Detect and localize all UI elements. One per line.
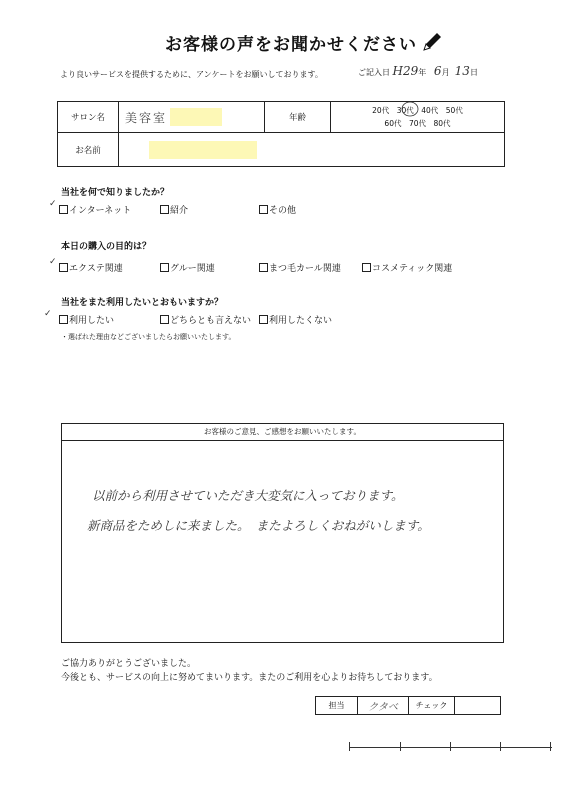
date-label: ご記入日 [358,68,390,77]
age-row-2: 60代 70代 80代 [384,119,451,128]
thanks-message [61,657,438,685]
check-mark-icon: ✓ [49,257,57,267]
q2-option-label: エクステ関連 [69,264,123,274]
checkbox[interactable] [59,315,68,324]
checkbox[interactable] [59,205,68,214]
checkbox[interactable] [59,263,68,272]
q1-question: 当社を何で知りましたか？ [61,188,170,198]
comment-line-2: 新商品をためしに来ました。 またよろしくおねがいします。 [87,518,430,533]
comment-header: お客様のご意見、ご感想をお願いいたします。 [62,424,503,441]
thanks-line-2: 今後とも、サービスの向上に努めてまいります。またのご利用を心よりお待ちしております。 [61,673,438,683]
tick-mark [400,742,401,751]
pen-icon [421,31,443,53]
q3-option-neutral[interactable] [160,313,251,326]
q2-option-label: まつ毛カール関連 [269,264,341,274]
checkbox[interactable] [259,315,268,324]
q1-option-other[interactable] [259,203,296,216]
circle-mark-icon [401,101,419,117]
checkbox[interactable] [259,205,268,214]
date-day-unit: 日 [469,68,478,77]
q3-option-label: 利用したくない [269,316,333,326]
q3-option-label: 利用したい [69,316,115,326]
q2-option-glue[interactable] [160,261,215,274]
q3-question: 当社をまた利用したいとおもいますか？ [61,298,224,308]
q2-option-eyelash-curl[interactable] [259,261,341,274]
tick-mark [450,742,451,751]
q3-option-yes[interactable] [59,313,114,326]
comment-line-1: 以前から利用させていただき大変気に入っております。 [92,488,404,503]
date-year-value: H29 [392,64,419,78]
salon-field[interactable] [119,102,265,133]
q2-option-cosmetic[interactable] [362,261,452,274]
tantou-field[interactable] [358,697,409,715]
check-mark-icon: ✓ [49,199,57,209]
check-label: チェック [409,697,455,715]
date-month-value: 6 [433,64,442,78]
staff-table [315,696,501,715]
checkbox[interactable] [160,315,169,324]
q1-option-internet[interactable] [59,203,131,216]
redacted-highlight [170,108,222,126]
q1-option-label: その他 [269,206,297,216]
check-mark-icon: ✓ [44,309,52,319]
comment-box[interactable] [61,423,504,643]
q2-option-label: コスメティック関連 [372,264,453,274]
name-label: お名前 [58,133,119,167]
age-options[interactable] [331,102,505,133]
tick-mark [349,742,350,751]
thanks-line-1: ご協力ありがとうございました。 [61,659,197,669]
q1-option-label: 紹介 [170,206,189,216]
q2-option-extension[interactable] [59,261,123,274]
check-field[interactable] [455,697,501,715]
q2-question: 本日の購入の目的は？ [61,242,152,252]
date-year-unit: 年 [418,68,427,77]
tick-mark [500,742,501,751]
tantou-label: 担当 [316,697,358,715]
tantou-value: クタベ [368,702,398,713]
salon-value: 美容室 [125,110,168,125]
q3-option-label: どちらとも言えない [170,316,252,326]
checkbox[interactable] [160,205,169,214]
q1-option-referral[interactable] [160,203,188,216]
salon-label: サロン名 [58,102,119,133]
age-row-1 [331,104,504,117]
checkbox[interactable] [259,263,268,272]
page-title: お客様の声をお聞かせください [165,35,417,55]
tick-mark [550,742,551,751]
entry-date [358,64,478,78]
date-day-value: 13 [454,64,470,78]
intro-text: より良いサービスを提供するために、アンケートをお願いしております。 [60,70,323,79]
age-label: 年齢 [265,102,331,133]
checkbox[interactable] [362,263,371,272]
q2-option-label: グルー関連 [170,264,215,274]
age-row-1-text: 20代 30代 40代 50代 [372,106,463,115]
checkbox[interactable] [160,263,169,272]
q1-option-label: インターネット [69,206,132,216]
q3-note: ・選ばれた理由などございましたらお願いいたします。 [61,333,236,341]
q3-option-no[interactable] [259,313,332,326]
redacted-name-highlight [149,141,257,159]
date-month-unit: 月 [441,68,450,77]
customer-info-table [57,101,505,167]
name-field[interactable] [119,133,505,167]
